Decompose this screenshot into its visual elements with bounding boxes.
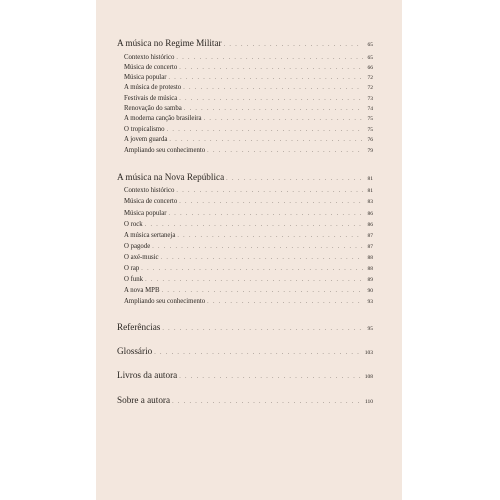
page-number: 81	[367, 176, 373, 182]
toc-item: O rock . . . 86	[117, 221, 373, 228]
toc-item: Ampliando seu conhecimento . . . 93	[117, 298, 373, 305]
toc-item: O funk . . . 89	[117, 276, 373, 283]
toc-chapter-regime-militar	[117, 38, 373, 48]
toc-item: Música de concerto . . . 66	[117, 64, 373, 71]
toc-item: Contexto histórico . . . 65	[117, 54, 373, 61]
toc-item: A música de protesto . . . 72	[117, 84, 373, 91]
chapter-title: A música na Nova República	[117, 172, 225, 182]
toc-item: O rap . . . 88	[117, 265, 373, 272]
toc-item: A nova MPB . . . 90	[117, 287, 373, 294]
toc-item: Ampliando seu conhecimento . . . 79	[117, 147, 373, 154]
toc-item: A música sertaneja . . . 87	[117, 232, 373, 239]
toc-item: A moderna canção brasileira . . . 75	[117, 115, 373, 122]
toc-item: Música popular . . . 86	[117, 210, 373, 217]
chapter-title: A música no Regime Militar	[117, 38, 222, 48]
toc-entry-referencias: Referências . . . 95	[117, 322, 373, 332]
toc-item: O pagode . . . 87	[117, 243, 373, 250]
toc-item: Festivais de música . . . 73	[117, 95, 373, 102]
toc-item: Contexto histórico . . . 81	[117, 187, 373, 194]
toc-entry-sobre-a-autora: Sobre a autora . . . 110	[117, 395, 373, 405]
page-number: 65	[367, 42, 373, 48]
toc-entry-glossario: Glossário . . . 103	[117, 346, 373, 356]
toc-item: A jovem guarda . . . 76	[117, 136, 373, 143]
toc-item: O axé-music . . . 88	[117, 254, 373, 261]
toc-chapter-nova-republica	[117, 172, 373, 182]
toc-item: Renovação do samba . . . 74	[117, 105, 373, 112]
toc-item: Música popular . . . 72	[117, 74, 373, 81]
toc-item: O tropicalismo . . . 75	[117, 126, 373, 133]
toc-item: Música de concerto . . . 83	[117, 198, 373, 205]
toc-entry-livros-da-autora: Livros da autora . . . 108	[117, 370, 373, 380]
